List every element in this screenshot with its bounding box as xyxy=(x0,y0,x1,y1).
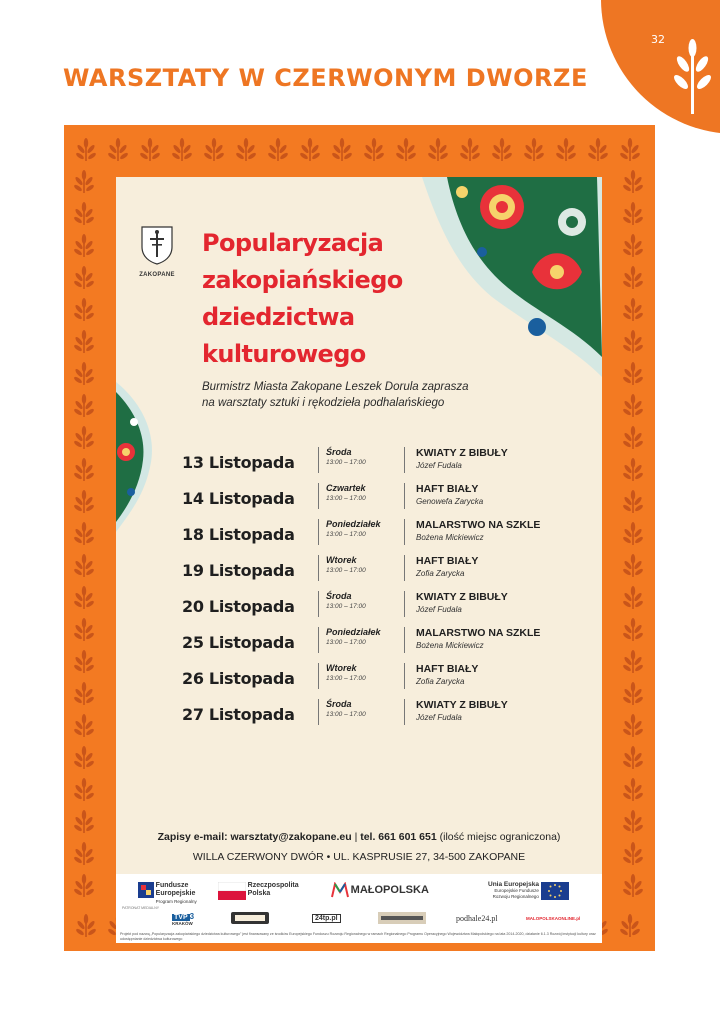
funds-icon xyxy=(138,882,154,898)
workshop-day: Poniedziałek xyxy=(326,627,381,637)
workshop-craft: KWIATY Z BIBUŁY xyxy=(416,447,508,459)
workshop-hours: 13:00 – 17:00 xyxy=(326,459,366,466)
sprig-motif xyxy=(622,362,644,385)
24tp-logo: 24tp.pl xyxy=(312,914,341,923)
sprig-motif xyxy=(622,874,644,897)
phone-number[interactable]: tel. 661 601 651 xyxy=(360,831,437,843)
workshop-craft: KWIATY Z BIBUŁY xyxy=(416,591,508,603)
sprig-motif xyxy=(622,842,644,865)
workshop-date: 27 Listopada xyxy=(182,705,295,724)
sprig-motif xyxy=(622,778,644,801)
sprig-motif xyxy=(73,234,95,257)
sprig-motif xyxy=(622,394,644,417)
workshop-day: Poniedziałek xyxy=(326,519,381,529)
poster xyxy=(116,177,602,943)
workshop-hours: 13:00 – 17:00 xyxy=(326,639,366,646)
sprig-motif xyxy=(619,914,641,937)
workshop-craft: KWIATY Z BIBUŁY xyxy=(416,699,508,711)
workshop-day: Czwartek xyxy=(326,483,366,493)
sprig-motif xyxy=(622,234,644,257)
divider xyxy=(318,555,319,581)
workshop-craft: MALARSTWO NA SZKLE xyxy=(416,519,541,531)
intro-line: Burmistrz Miasta Zakopane Leszek Dorula zaprasza xyxy=(202,381,469,393)
divider xyxy=(318,519,319,545)
workshop-craft: HAFT BIAŁY xyxy=(416,483,479,495)
sprig-motif xyxy=(73,874,95,897)
floral-ornament-right xyxy=(422,177,602,377)
workshop-instructor: Genowefa Zarycka xyxy=(416,497,484,506)
workshop-instructor: Zofia Zarycka xyxy=(416,569,465,578)
workshop-hours: 13:00 – 17:00 xyxy=(326,675,366,682)
rp-line2: Polska xyxy=(247,890,271,897)
headline-line: zakopiańskiego xyxy=(202,266,403,294)
poster-intro xyxy=(202,379,522,411)
tvp-city: KRAKÓW xyxy=(172,921,193,926)
sprig-motif xyxy=(395,138,417,161)
workshop-day: Środa xyxy=(326,447,352,457)
funds-logo xyxy=(138,882,197,906)
malopolskaonline-logo: MALOPOLSKAONLINE.pl xyxy=(526,916,581,921)
sprig-motif xyxy=(331,138,353,161)
sprig-motif xyxy=(622,586,644,609)
polish-flag-icon xyxy=(218,882,246,900)
workshop-craft: MALARSTWO NA SZKLE xyxy=(416,627,541,639)
workshop-date: 25 Listopada xyxy=(182,633,295,652)
workshop-date: 19 Listopada xyxy=(182,561,295,580)
headline-line: dziedzictwa xyxy=(202,303,355,331)
sprig-motif xyxy=(73,682,95,705)
sprig-motif xyxy=(73,650,95,673)
sprig-motif xyxy=(523,138,545,161)
divider xyxy=(318,627,319,653)
malopolska-logo xyxy=(331,882,429,898)
sprig-motif xyxy=(73,522,95,545)
sprig-motif xyxy=(622,554,644,577)
newspaper-logo xyxy=(378,912,426,926)
workshop-instructor: Zofia Zarycka xyxy=(416,677,465,686)
workshop-day: Wtorek xyxy=(326,663,357,673)
rp-logo xyxy=(218,882,299,900)
workshop-craft: HAFT BIAŁY xyxy=(416,663,479,675)
sprig-motif xyxy=(73,330,95,353)
workshop-hours: 13:00 – 17:00 xyxy=(326,495,366,502)
sprig-motif xyxy=(427,138,449,161)
workshop-instructor: Józef Fudala xyxy=(416,713,462,722)
sprig-motif xyxy=(622,682,644,705)
intro-line: na warsztaty sztuki i rękodzieła podhalańskiego xyxy=(202,397,445,409)
contact-line xyxy=(116,831,602,843)
sprig-motif xyxy=(622,522,644,545)
sprig-motif xyxy=(73,362,95,385)
divider xyxy=(404,483,405,509)
workshop-date: 26 Listopada xyxy=(182,669,295,688)
sprig-motif xyxy=(73,202,95,225)
crest-label: ZAKOPANE xyxy=(139,272,175,278)
patronat-label: PATRONAT MEDIALNY xyxy=(122,906,160,910)
sprig-motif xyxy=(622,490,644,513)
sprig-motif xyxy=(139,138,161,161)
sprig-motif xyxy=(73,426,95,449)
workshop-date: 13 Listopada xyxy=(182,453,295,472)
divider xyxy=(318,591,319,617)
ue-logo xyxy=(488,882,569,900)
funds-line2: Europejskie xyxy=(155,890,196,897)
divider xyxy=(318,447,319,473)
sprig-motif xyxy=(622,170,644,193)
divider xyxy=(404,591,405,617)
sprig-motif xyxy=(73,618,95,641)
sprig-motif xyxy=(171,138,193,161)
coat-of-arms-icon xyxy=(140,225,174,265)
schedule-row xyxy=(182,591,592,627)
sprig-motif xyxy=(622,298,644,321)
sprig-motif xyxy=(73,394,95,417)
sprig-motif xyxy=(491,138,513,161)
sprig-motif xyxy=(203,138,225,161)
sprig-motif xyxy=(363,138,385,161)
tvp-text: TVP xyxy=(174,914,188,921)
poster-headline xyxy=(202,225,442,373)
sprig-motif xyxy=(622,746,644,769)
divider xyxy=(404,663,405,689)
workshop-date: 20 Listopada xyxy=(182,597,295,616)
sprig-motif xyxy=(622,426,644,449)
divider xyxy=(318,483,319,509)
podhale24-logo: podhale24.pl xyxy=(456,914,498,923)
page-title: WARSZTATY W CZERWONYM DWORZE xyxy=(63,64,588,92)
sprig-motif xyxy=(73,778,95,801)
divider xyxy=(404,519,405,545)
sprig-motif xyxy=(267,138,289,161)
sprig-motif xyxy=(73,490,95,513)
radio-logo-icon xyxy=(231,912,269,924)
wheat-icon xyxy=(669,34,719,114)
workshop-hours: 13:00 – 17:00 xyxy=(326,603,366,610)
rp-line1: Rzeczpospolita xyxy=(247,882,299,889)
schedule-row xyxy=(182,699,592,735)
sprig-motif xyxy=(622,330,644,353)
workshop-day: Środa xyxy=(326,699,352,709)
sprig-motif xyxy=(555,138,577,161)
radio-logo xyxy=(231,912,269,926)
schedule-row xyxy=(182,447,592,483)
ue-title: Unia Europejska xyxy=(488,881,539,888)
workshop-day: Środa xyxy=(326,591,352,601)
zakopane-crest xyxy=(137,225,177,278)
schedule-row xyxy=(182,519,592,555)
workshop-date: 14 Listopada xyxy=(182,489,295,508)
workshop-instructor: Bożena Mickiewicz xyxy=(416,533,484,542)
sprig-motif xyxy=(73,746,95,769)
sprig-motif xyxy=(73,458,95,481)
sprig-motif xyxy=(622,266,644,289)
sprig-motif xyxy=(622,458,644,481)
schedule-row xyxy=(182,555,592,591)
workshop-schedule xyxy=(182,447,592,735)
divider xyxy=(318,663,319,689)
signup-email[interactable]: Zapisy e-mail: warsztaty@zakopane.eu xyxy=(157,831,352,843)
floral-ornament-left xyxy=(116,382,156,532)
sprig-motif xyxy=(622,650,644,673)
headline-line: Popularyzacja xyxy=(202,229,384,257)
funding-note: Projekt pod nazwą „Popularyzacja zakopiańskiego dziedzictwa kulturowego" jest finansowany ze środków Europejskiego Funduszu Rozwoju Regionalnego w ramach Regionalnego Programu Operacyjnego Województwa Małopolskiego na lata 2014-2020, działanie 6.1.3 Rozwój instytucji kultury oraz udostępnianie dziedzictwa kulturowego xyxy=(120,932,596,941)
sprig-motif xyxy=(622,202,644,225)
workshop-hours: 13:00 – 17:00 xyxy=(326,567,366,574)
workshop-craft: HAFT BIAŁY xyxy=(416,555,479,567)
schedule-row xyxy=(182,663,592,699)
sprig-motif xyxy=(73,714,95,737)
divider xyxy=(404,555,405,581)
divider xyxy=(404,627,405,653)
ue-sub1: Europejskie Fundusze xyxy=(494,888,539,893)
divider xyxy=(404,699,405,725)
divider xyxy=(318,699,319,725)
workshop-date: 18 Listopada xyxy=(182,525,295,544)
workshop-day: Wtorek xyxy=(326,555,357,565)
sprig-motif xyxy=(75,138,97,161)
seats-note: (ilość miejsc ograniczona) xyxy=(439,831,561,843)
sprig-motif xyxy=(73,298,95,321)
schedule-row xyxy=(182,483,592,519)
sponsor-logos xyxy=(116,874,602,943)
workshop-instructor: Józef Fudala xyxy=(416,605,462,614)
malopolska-text: MAŁOPOLSKA xyxy=(350,884,429,896)
sprig-motif xyxy=(587,138,609,161)
workshop-hours: 13:00 – 17:00 xyxy=(326,531,366,538)
headline-line: kulturowego xyxy=(202,340,366,368)
malopolska-icon xyxy=(331,882,349,898)
newspaper-logo-icon xyxy=(378,912,426,924)
sprig-motif xyxy=(73,554,95,577)
sprig-motif xyxy=(73,266,95,289)
sprig-motif xyxy=(299,138,321,161)
ue-sub2: Rozwoju Regionalnego xyxy=(492,894,539,899)
schedule-row xyxy=(182,627,592,663)
workshop-instructor: Bożena Mickiewicz xyxy=(416,641,484,650)
funds-sub: Program Regionalny xyxy=(155,899,197,904)
tvp-logo xyxy=(172,912,194,927)
sprig-motif xyxy=(619,138,641,161)
sprig-motif xyxy=(73,842,95,865)
workshop-hours: 13:00 – 17:00 xyxy=(326,711,366,718)
page-number: 32 xyxy=(651,33,665,46)
sprig-motif xyxy=(107,138,129,161)
funds-line1: Fundusze xyxy=(155,882,189,889)
sprig-motif xyxy=(75,914,97,937)
sprig-motif xyxy=(235,138,257,161)
poster-frame xyxy=(64,125,655,951)
sprig-motif xyxy=(73,586,95,609)
sprig-motif xyxy=(73,170,95,193)
tvp-number: 3 xyxy=(189,912,195,921)
workshop-instructor: Józef Fudala xyxy=(416,461,462,470)
sprig-motif xyxy=(622,714,644,737)
contact-separator: | xyxy=(354,831,358,843)
eu-flag-icon xyxy=(541,882,569,900)
venue-address: WILLA CZERWONY DWÓR • UL. KASPRUSIE 27, 34-500 ZAKOPANE xyxy=(192,851,526,863)
sprig-motif xyxy=(622,618,644,641)
sprig-motif xyxy=(73,810,95,833)
sprig-motif xyxy=(622,810,644,833)
sprig-motif xyxy=(459,138,481,161)
divider xyxy=(404,447,405,473)
